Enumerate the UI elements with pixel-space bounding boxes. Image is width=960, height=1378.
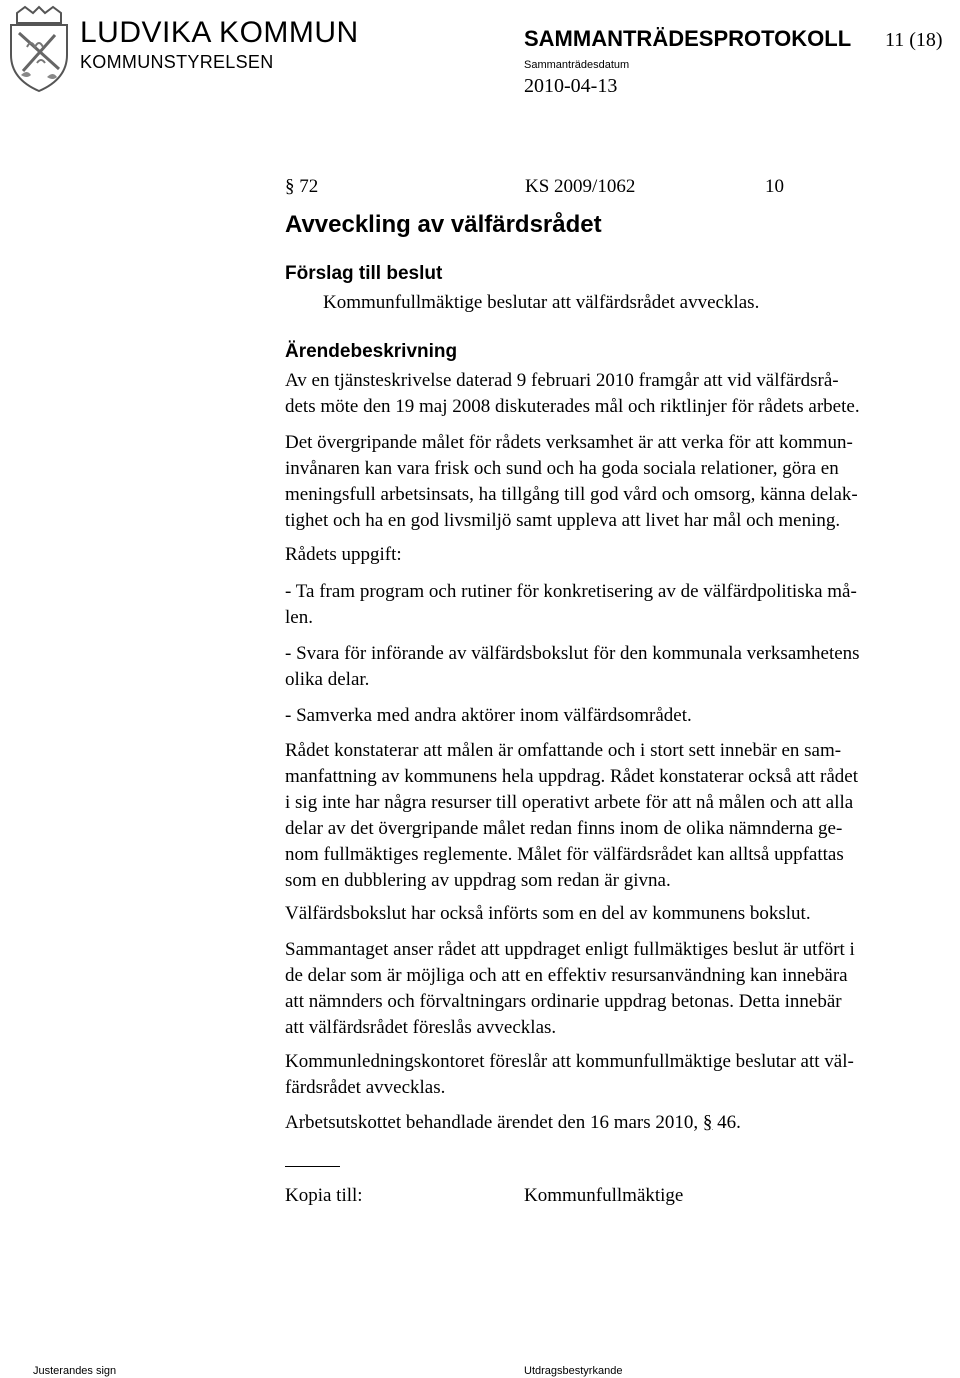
proposal-heading: Förslag till beslut [285,263,443,284]
text-segment: Arbetsutskottet behandlade ärendet den 16 mars 2010, [285,1112,699,1133]
text-line: dets möte den 19 maj 2008 diskuterades mål och riktlinjer för rådets arbete. [285,396,860,417]
copy-recipient: Kommunfullmäktige [524,1185,684,1206]
text-line: att välfärdsrådet föreslås avvecklas. [285,1017,557,1038]
paragraph-4: Välfärdsbokslut har också införts som en del av kommunens bokslut. [285,903,811,924]
text-line: att nämnders och förvaltningars ordinarie uppdrag betonas. Detta innebär [285,991,842,1012]
proposal-text: Kommunfullmäktige beslutar att välfärdsrådet avvecklas. [323,292,760,313]
footer-signature-label: Justerandes sign [33,1365,117,1377]
paragraph-1 [285,368,960,420]
text-line: Sammantaget anser rådet att uppdraget enligt fullmäktiges beslut är utfört i [285,939,855,960]
item-title: Avveckling av välfärdsrådet [285,211,602,238]
page-number: 11 (18) [885,29,943,51]
task-item-2 [285,641,960,693]
paragraph-number [285,174,318,200]
text-line: som en dubblering av uppdrag som redan är givna. [285,870,671,891]
tasks-label: Rådets uppgift: [285,544,402,565]
classification-code: 10 [765,176,784,197]
text-line: invånaren kan vara frisk och sund och ha goda sociala relationer, göra en [285,458,839,479]
text-line: färdsrådet avvecklas. [285,1077,446,1098]
text-line: Kommunledningskontoret föreslår att kommunfullmäktige beslutar att väl- [285,1051,854,1072]
text-segment: 46. [717,1112,741,1133]
text-line: olika delar. [285,669,370,690]
document-title: SAMMANTRÄDESPROTOKOLL [524,26,852,51]
copy-label: Kopia till: [285,1185,363,1206]
task-item-3: - Samverka med andra aktörer inom välfärdsområdet. [285,705,692,726]
separator-line [285,1166,340,1167]
text-line: de delar som är möjliga och att en effektiv resursanvändning kan innebära [285,965,848,986]
description-heading: Ärendebeskrivning [285,341,458,362]
paragraph-7 [285,1110,960,1136]
task-item-1 [285,579,960,631]
text-line: - Ta fram program och rutiner för konkretisering av de välfärdpolitiska må- [285,581,857,602]
meeting-date-label: Sammanträdesdatum [524,59,630,71]
case-number: KS 2009/1062 [525,176,636,197]
paragraph-number-value: 72 [299,176,319,197]
text-line: - Svara för införande av välfärdsbokslut för den kommunala verksamhetens [285,643,860,664]
section-sign: § [702,1112,713,1133]
paragraph-6 [285,1049,960,1101]
text-line: i sig inte har några resurser till operativt arbete för att nå målen och att alla [285,792,854,813]
footer-certification-label: Utdragsbestyrkande [524,1365,623,1377]
text-line: delar av det övergripande målet redan finns inom de olika nämnderna ge- [285,818,843,839]
text-line: Det övergripande målet för rådets verksamhet är att verka för att kommun- [285,432,853,453]
text-line: nom fullmäktiges reglemente. Målet för välfärdsrådet kan alltså uppfattas [285,844,844,865]
paragraph-5 [285,937,960,1041]
organization-department: KOMMUNSTYRELSEN [80,52,274,72]
text-line: meningsfull arbetsinsats, ha tillgång till god vård och omsorg, känna delak- [285,484,858,505]
text-line: Av en tjänsteskrivelse daterad 9 februari 2010 framgår att vid välfärdsrå- [285,370,839,391]
meeting-date: 2010-04-13 [524,75,618,97]
paragraph-3 [285,738,960,894]
text-line: tighet och ha en god livsmiljö samt uppleva att livet har mål och mening. [285,510,841,531]
section-sign: § [285,176,295,197]
text-line: manfattning av kommunens hela uppdrag. Rådet konstaterar också att rådet [285,766,858,787]
text-line: len. [285,607,313,628]
text-line: Rådet konstaterar att målen är omfattande och i stort sett innebär en sam- [285,740,842,761]
paragraph-2 [285,430,960,534]
municipal-crest-logo [3,5,75,93]
organization-name: LUDVIKA KOMMUN [80,16,359,49]
